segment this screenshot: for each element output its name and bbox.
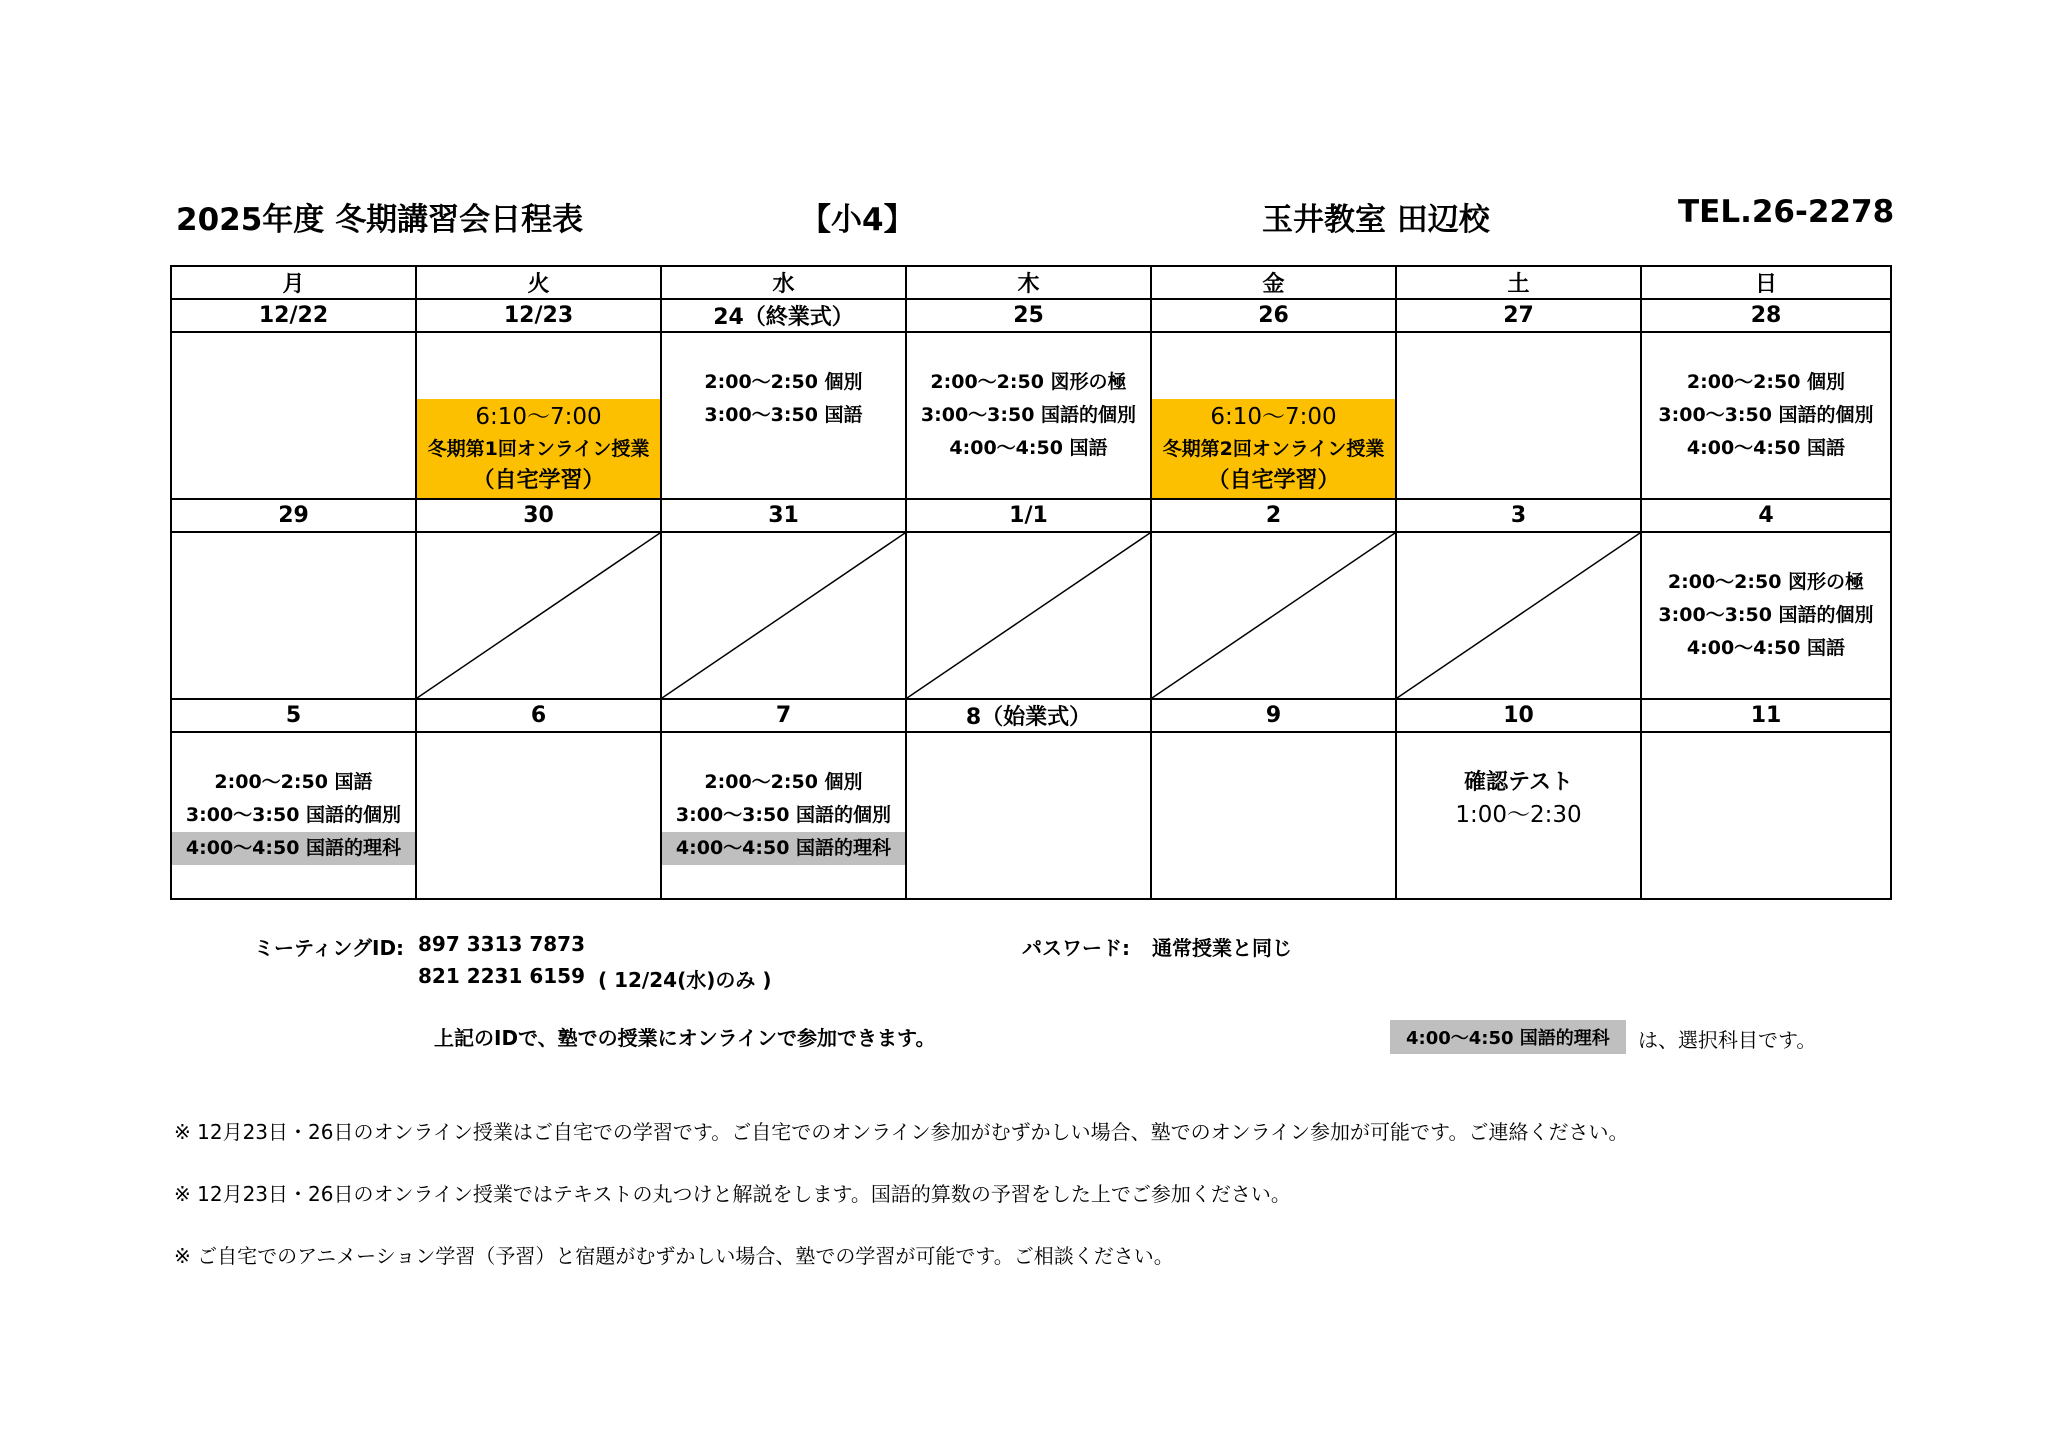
day-cell [416,332,661,499]
date-row [171,299,1891,332]
no-class-slash [1397,533,1640,698]
grade-label: 【小4】 [800,202,915,238]
online-class-title: 冬期第2回オンライン授業 [1162,437,1385,460]
note-2: ※ 12月23日・26日のオンライン授業ではテキストの丸つけと解説をします。国語的算数の予習をした上でご参加ください。 [174,1182,1291,1206]
date-cell: 12/23 [416,299,661,332]
date-cell: 2 [1151,499,1396,532]
date-row [171,699,1891,732]
password-label: パスワード: [1022,936,1130,960]
class-slot: 2:00～2:50 国語 [214,771,373,793]
online-class-time: 6:10～7:00 [1210,403,1337,430]
date-cell: 30 [416,499,661,532]
test-title: 確認テスト [1463,770,1574,795]
date-cell: 9 [1151,699,1396,732]
date-cell: 7 [661,699,906,732]
no-class-slash [1152,533,1395,698]
class-slot: 2:00～2:50 個別 [704,771,863,793]
date-cell: 27 [1396,299,1641,332]
weekday-header: 火 [416,266,661,299]
schedule-title: 2025年度 冬期講習会日程表 [176,202,584,238]
no-class-slash [907,533,1150,698]
date-cell: 25 [906,299,1151,332]
test-block [1397,733,1640,898]
online-class-block [417,399,660,498]
date-cell: 31 [661,499,906,532]
class-slot: 3:00～3:50 国語的個別 [920,404,1137,426]
no-class-cell [416,532,661,699]
date-cell: 28 [1641,299,1891,332]
class-slot: 2:00～2:50 個別 [704,371,863,393]
online-participation-note: 上記のIDで、塾での授業にオンラインで参加できます。 [434,1026,936,1050]
note-1: ※ 12月23日・26日のオンライン授業はご自宅での学習です。ご自宅でのオンライン参加がむずかしい場合、塾でのオンライン参加が可能です。ご連絡ください。 [174,1120,1629,1144]
class-slot: 4:00～4:50 国語 [1686,637,1846,659]
content-row [171,532,1891,699]
class-slot: 4:00～4:50 国語 [1686,437,1846,459]
weekday-header: 月 [171,266,416,299]
password-value: 通常授業と同じ [1152,936,1292,960]
weekday-header: 日 [1641,266,1891,299]
class-slot: 2:00～2:50 図形の極 [930,371,1127,393]
date-row [171,499,1891,532]
online-class-title: 冬期第1回オンライン授業 [427,437,650,460]
meeting-id-1: 897 3313 7873 [418,932,586,956]
weekday-header: 土 [1396,266,1641,299]
day-cell [1641,732,1891,899]
online-class-time: 6:10～7:00 [475,403,602,430]
day-cell [661,332,906,499]
weekday-header: 金 [1151,266,1396,299]
optional-legend-text: は、選択科目です。 [1638,1028,1817,1052]
date-cell: 1/1 [906,499,1151,532]
date-cell: 26 [1151,299,1396,332]
class-slot: 4:00～4:50 国語 [949,437,1108,459]
date-cell: 5 [171,699,416,732]
no-class-cell [906,532,1151,699]
weekday-header: 水 [661,266,906,299]
weekday-header: 木 [906,266,1151,299]
no-class-cell [661,532,906,699]
day-cell [171,732,416,899]
telephone: TEL.26-2278 [1678,194,1895,230]
class-list [172,733,415,898]
day-cell [906,732,1151,899]
meeting-id-2-note: ( 12/24(水)のみ ) [598,968,772,992]
online-class-block [1152,399,1395,498]
class-slot: 3:00～3:50 国語的個別 [1658,604,1874,626]
day-cell [906,332,1151,499]
optional-class-slot: 4:00～4:50 国語的理科 [172,832,415,865]
content-row [171,732,1891,899]
class-slot: 3:00～3:50 国語的個別 [1658,404,1874,426]
class-list [662,733,905,898]
class-slot: 3:00～3:50 国語的個別 [675,804,892,826]
day-cell [171,332,416,499]
day-cell [1396,732,1641,899]
optional-class-slot: 4:00～4:50 国語的理科 [662,832,905,865]
day-cell [1151,732,1396,899]
day-cell [1641,532,1891,699]
page-header [0,194,2048,238]
class-list [907,333,1150,498]
optional-legend-chip: 4:00～4:50 国語的理科 [1390,1020,1626,1054]
date-cell: 10 [1396,699,1641,732]
date-cell: 29 [171,499,416,532]
class-list [1642,533,1890,698]
class-list [1642,333,1890,498]
online-class-note: （自宅学習） [472,467,605,493]
class-slot: 2:00～2:50 個別 [1686,371,1846,393]
content-row [171,332,1891,499]
day-cell [416,732,661,899]
date-cell: 11 [1641,699,1891,732]
class-slot: 2:00～2:50 図形の極 [1667,571,1865,593]
online-class-note: （自宅学習） [1207,467,1340,493]
no-class-slash [417,533,660,698]
meeting-id-2: 821 2231 6159 [418,964,586,988]
weekday-header-row [171,266,1891,299]
day-cell [171,532,416,699]
no-class-cell [1396,532,1641,699]
date-cell: 3 [1396,499,1641,532]
date-cell: 12/22 [171,299,416,332]
class-list [662,333,905,498]
day-cell [1396,332,1641,499]
day-cell [1641,332,1891,499]
day-cell [661,732,906,899]
class-slot: 3:00～3:50 国語的個別 [185,804,402,826]
school-name: 玉井教室 田辺校 [1262,202,1490,238]
meeting-id-label: ミーティングID: [254,936,405,960]
schedule-table [170,265,1892,900]
date-cell: 6 [416,699,661,732]
class-slot: 3:00～3:50 国語 [704,404,863,426]
date-cell: 4 [1641,499,1891,532]
test-time: 1:00～2:30 [1455,802,1582,828]
note-3: ※ ご自宅でのアニメーション学習（予習）と宿題がむずかしい場合、塾での学習が可能です。ご相談ください。 [174,1244,1174,1268]
no-class-slash [662,533,905,698]
date-cell: 24（終業式） [661,299,906,332]
day-cell [1151,332,1396,499]
date-cell: 8（始業式） [906,699,1151,732]
no-class-cell [1151,532,1396,699]
